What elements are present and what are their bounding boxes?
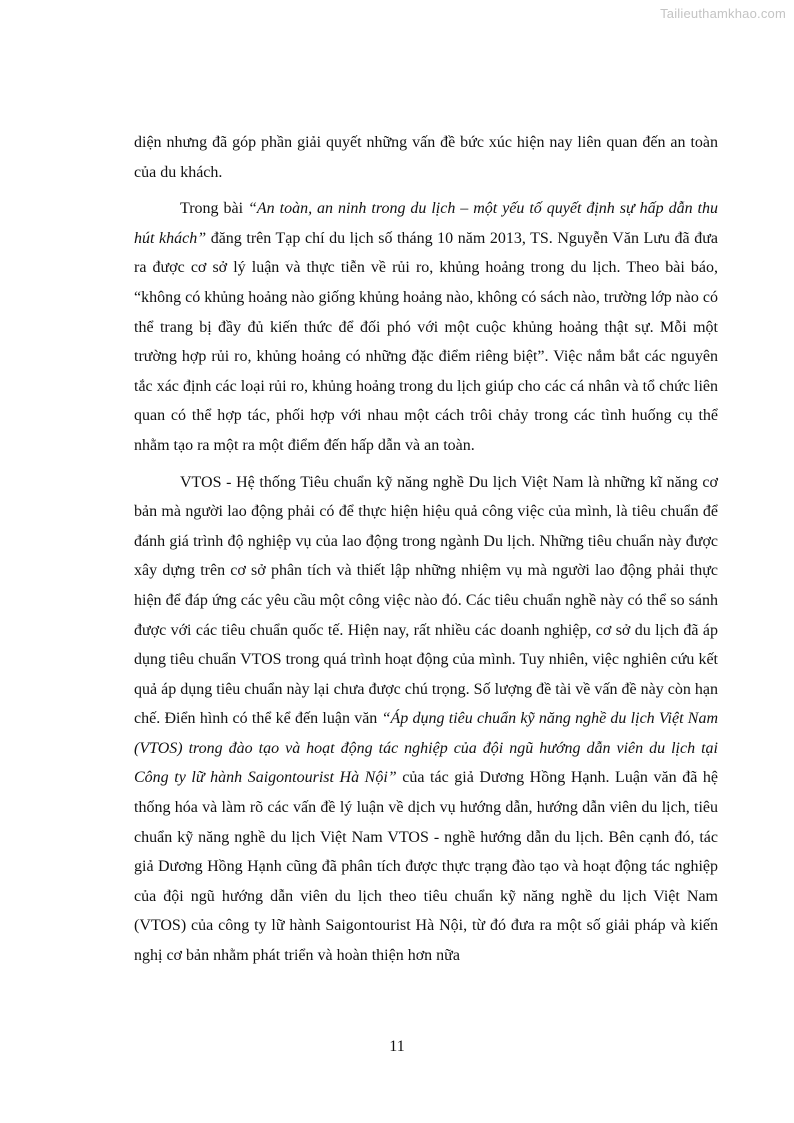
paragraph-text: VTOS - Hệ thống Tiêu chuẩn kỹ năng nghề Du lịch Việt Nam là những kĩ năng cơ bản mà người lao động phải có để thực hiện hiệu quả công việc của mình, là tiêu chuẩn để đánh giá trình độ nghiệp vụ của lao động trong ngành Du lịch. Những tiêu chuẩn này được xây dựng trên cơ sở phân tích và thiết lập những nhiệm vụ mà người lao động phải thực hiện để đáp ứng các yêu cầu một công việc nào đó. Các tiêu chuẩn nghề này có thể so sánh được với các tiêu chuẩn quốc tế. Hiện nay, rất nhiều các doanh nghiệp, cơ sở du lịch đã áp dụng tiêu chuẩn VTOS trong quá trình hoạt động của mình. Tuy nhiên, việc nghiên cứu kết quả áp dụng tiêu chuẩn này lại chưa được chú trọng. Số lượng đề tài về vấn đề này còn hạn chế. Điển hình có thể kể đến luận văn xyxy=(134,473,718,728)
paragraph-text: đăng trên Tạp chí du lịch số tháng 10 năm 2013, TS. Nguyễn Văn Lưu đã đưa ra được cơ sở lý luận và thực tiễn về rủi ro, khủng hoảng trong du lịch. Theo bài báo, “không có khủng hoảng nào giống khủng hoảng nào, không có sách nào, trường lớp nào có thể trang bị đầy đủ kiến thức để đối phó với một cuộc khủng hoảng thật sự. Mỗi một trường hợp rủi ro, khủng hoảng có những đặc điểm riêng biệt”. Việc nắm bắt các nguyên tắc xác định các loại rủi ro, khủng hoảng trong du lịch giúp cho các cá nhân và tổ chức liên quan có thể hợp tác, phối hợp với nhau một cách trôi chảy trong các tình huống cụ thể nhằm tạo ra một ra một điểm đến hấp dẫn và an toàn. xyxy=(134,229,718,454)
document-body xyxy=(134,128,718,978)
watermark: Tailieuthamkhao.com xyxy=(660,6,786,21)
paragraph-text: Trong bài xyxy=(180,200,248,218)
italic-title-text: “Áp dụng tiêu chuẩn kỹ năng nghề du lịch Việt Nam (VTOS) trong đào tạo và hoạt động tác nghiệp của đội ngũ hướng dẫn viên du lịch tại Công ty lữ hành Saigontourist Hà Nội” xyxy=(134,710,718,787)
paragraph xyxy=(134,468,718,971)
paragraph-text: của tác giả Dương Hồng Hạnh. Luận văn đã hệ thống hóa và làm rõ các vấn đề lý luận về dịch vụ hướng dẫn, hướng dẫn viên du lịch, tiêu chuẩn kỹ năng nghề du lịch Việt Nam VTOS - nghề hướng dẫn du lịch. Bên cạnh đó, tác giả Dương Hồng Hạnh cũng đã phân tích được thực trạng đào tạo và hoạt động tác nghiệp của đội ngũ hướng dẫn viên du lịch theo tiêu chuẩn kỹ năng nghề du lịch Việt Nam (VTOS) của công ty lữ hành Saigontourist Hà Nội, từ đó đưa ra một số giải pháp và kiến nghị cơ bản nhằm phát triển và hoàn thiện hơn nữa xyxy=(134,769,718,965)
italic-title-text: “An toàn, an ninh trong du lịch – một yếu tố quyết định sự hấp dẫn thu hút khách” xyxy=(134,200,718,247)
paragraph-text: diện nhưng đã góp phần giải quyết những vấn đề bức xúc hiện nay liên quan đến an toàn của du khách. xyxy=(134,134,718,181)
page-number: 11 xyxy=(389,1038,405,1055)
paragraph xyxy=(134,194,718,460)
paragraph xyxy=(134,128,718,187)
